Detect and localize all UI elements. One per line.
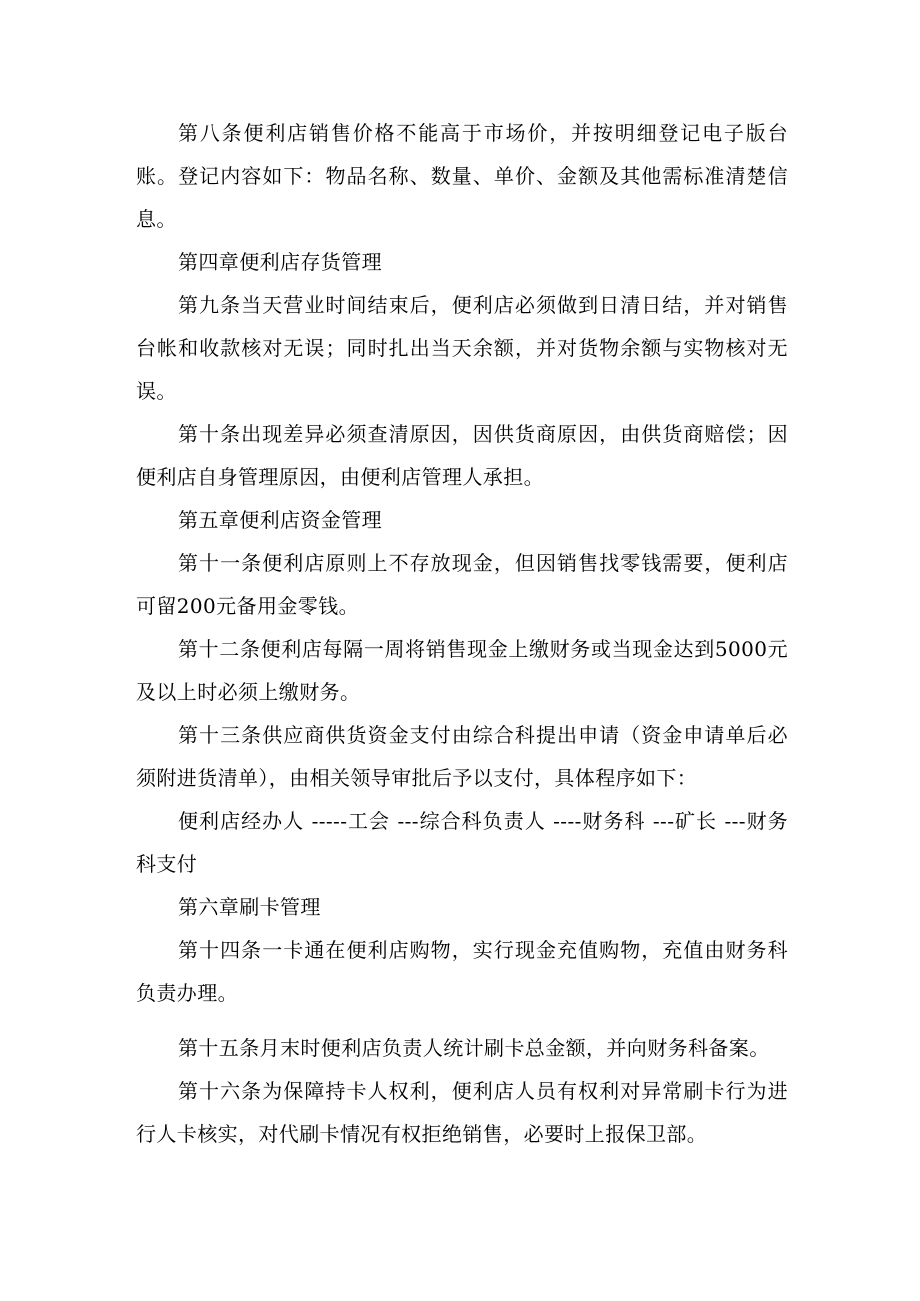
chapter-4-heading: 第四章便利店存货管理 [178,250,382,274]
document-body [136,112,788,1156]
article-9-paragraph: 第九条当天营业时间结束后，便利店必须做到日清日结，并对销售台帐和收款核对无误；同时扎出当天余额，并对货物余额与实物核对无误。 [136,293,788,403]
article-15-paragraph: 第十五条月末时便利店负责人统计刷卡总金额，并向财务科备案。 [178,1036,770,1060]
article-16-paragraph: 第十六条为保障持卡人权利，便利店人员有权利对异常刷卡行为进行人卡核实，对代刷卡情况有权拒绝销售，必要时上报保卫部。 [136,1079,788,1146]
article-8-paragraph: 第八条便利店销售价格不能高于市场价，并按明细登记电子版台账。登记内容如下：物品名称、数量、单价、金额及其他需标准清楚信息。 [136,121,788,231]
approval-flow-paragraph: 便利店经办人 -----工会 ---综合科负责人 ----财务科 ---矿长 ---财务科支付 [136,809,788,876]
article-10-paragraph: 第十条出现差异必须查清原因，因供货商原因，由供货商赔偿；因便利店自身管理原因，由便利店管理人承担。 [136,422,788,489]
article-14-paragraph: 第十四条一卡通在便利店购物，实行现金充值购物，充值由财务科负责办理。 [136,938,788,1005]
chapter-6-heading: 第六章刷卡管理 [178,895,321,919]
article-13-paragraph: 第十三条供应商供货资金支付由综合科提出申请（资金申请单后必须附进货清单），由相关领导审批后予以支付，具体程序如下： [136,723,788,790]
article-12-paragraph: 第十二条便利店每隔一周将销售现金上缴财务或当现金达到5000元及以上时必须上缴财务。 [136,637,788,704]
article-11-paragraph: 第十一条便利店原则上不存放现金，但因销售找零钱需要，便利店可留200元备用金零钱。 [136,551,788,618]
chapter-5-heading: 第五章便利店资金管理 [178,508,382,532]
